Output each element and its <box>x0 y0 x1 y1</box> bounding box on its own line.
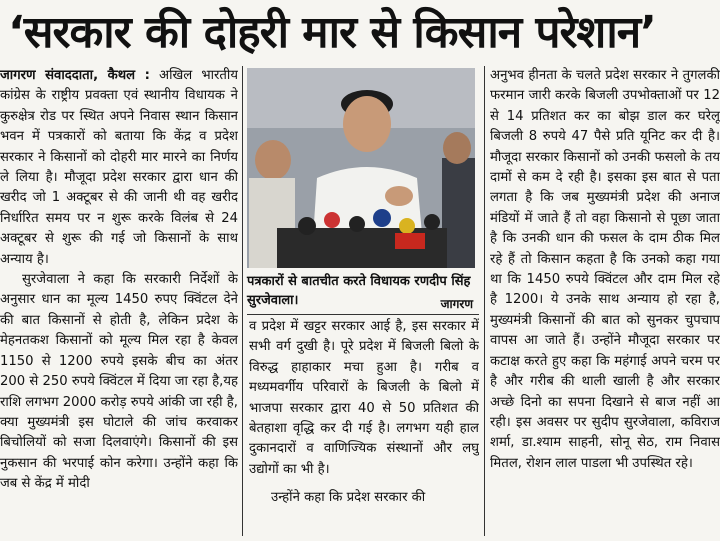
headline: ‘सरकार की दोहरी मार से किसान परेशान’ <box>8 7 656 58</box>
column-divider-2 <box>484 66 485 536</box>
byline: जागरण संवाददाता, कैथल : <box>0 68 150 83</box>
article-column-2 <box>249 317 479 541</box>
photo-caption <box>247 272 477 314</box>
photo-credit: जागरण <box>440 297 473 311</box>
photo-illustration <box>247 68 475 268</box>
column-divider-1 <box>242 66 243 536</box>
paragraph-1-text: अखिल भारतीय कांग्रेस के राष्ट्रीय प्रवक्ता एवं स्थानीय विधायक ने कुरुक्षेत्र रोड पर स्थित अपने निवास स्थान किसान भवन में पत्रकारों को बताया कि केंद्र व प्रदेश सरकार ने किसानों को दोहरी मार मारने का निर्णय ले लिया है। मौजूदा प्रदेश सरकार द्वारा धान की खरीद जो 1 अक्टूबर से की जानी थी वह खरीद निर्धारित समय पर न शुरू करके विलंब से 24 अक्टूबर से शुरू की गई जो किसानों के साथ अन्याय है। <box>0 68 238 267</box>
col2-paragraph-2: उन्होंने कहा कि प्रदेश सरकार की <box>271 490 426 506</box>
paragraph-2: सुरजेवाला ने कहा कि सरकारी निर्देशों के अनुसार धान का मूल्य 1450 रुपए क्विंटल देने की बात किसानों से होती है, लेकिन प्रदेश के मेहनतकश किसानों को मूल्य मिल रहा है केवल 1150 से 1200 रुपये इसके बीच का अंतर 200 से 250 रुपये क्विंटल में दिया जा रहा है,यह राशि लगभग 2000 करोड़ रुपये आंकी जा रही है, क्या मुख्यमंत्री इस घोटाले की जांच करवाकर बिचोलियों को सजा दिलवाएंगे। किसानों की इस नुकसान की भरपाई कोन करेगा। उन्होंने कहा कि जब से केंद्र में मोदी <box>0 272 238 492</box>
caption-text: पत्रकारों से बातचीत करते विधायक रणदीप सिंह सुरजेवाला। <box>247 274 471 308</box>
news-photo <box>247 68 475 268</box>
article-column-1 <box>0 66 238 541</box>
col3-paragraph-1: अनुभव हीनता के चलते प्रदेश सरकार ने तुगलकी फरमान जारी करके बिजली उपभोक्ताओं पर 12 से 14 प्रतिशत कर का बोझ डाल कर घरेलू बिजली 8 रुपये 47 पैसे प्रति यूनिट कर दी है। मौजूदा सरकार किसानों को उनकी फसलो के तय दामों से कम दे रही है। इसका इस बात से पता लगता है कि जब मुख्यमंत्री प्रदेश की अनाज मंडियों में जाते हैं तो वहा किसानो से पूछा जाता है कि उनकी धान की फसल के दाम ठीक मिल रहे हैं तो किसान कहता है कि उनको कहा गया था कि 1450 रुपये क्विंटल और दाम मिल रहे है 1200। ये उनके साथ अन्याय हो रहा है, मुख्यमंत्री किसानों की बात को सुनकर चुपचाप वापस आ जाते हैं। उन्होंने मौजूदा सरकार पर कटाक्ष करते हुए कहा कि महंगाई अपने चरम पर है और गरीब की थाली खाली है और सरकार अच्छे दिनो का सपना दिखाने से बाज नहीं आ रही। इस अवसर पर सुदीप सुरजेवाला, कविराज शर्मा, डा.श्याम साहनी, सोनू सेठ, राम निवास मितल, रोशन लाल पाडला भी उपस्थित रहे। <box>490 68 720 471</box>
col2-paragraph-1: व प्रदेश में खट्टर सरकार आई है, इस सरकार में सभी वर्ग दुखी है। पूरे प्रदेश में बिजली बिलो के विरुद्ध हाहाकार मचा हुआ है। गरीब व मध्यमवर्गीय परिवारों के बिजली के बिलो में भाजपा सरकार द्वारा 40 से 50 प्रतिशत की बेतहाशा वृद्धि कर दी गई है। लगभग यही हाल दुकानदारों व वाणिज्यिक संस्थानों और लघु उद्योगों का भी है। <box>249 319 479 477</box>
article-column-3 <box>490 66 720 541</box>
paragraph-1 <box>0 66 238 270</box>
caption-divider <box>247 314 479 315</box>
